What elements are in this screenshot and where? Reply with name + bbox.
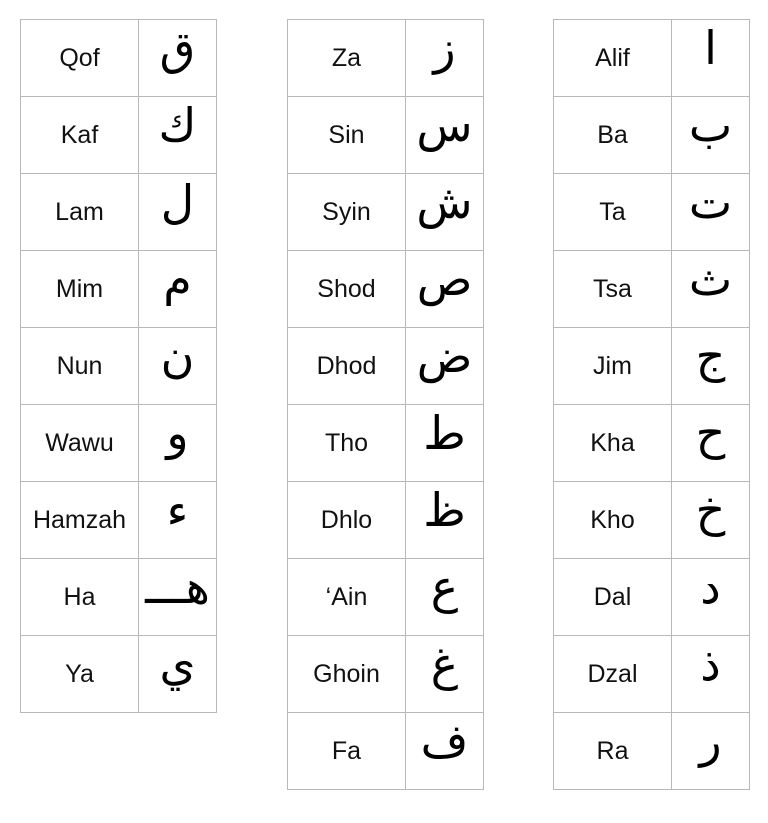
arabic-letter: ف	[420, 714, 469, 768]
arabic-letter: ظ	[423, 483, 466, 537]
arabic-letter-cell	[406, 174, 484, 251]
arabic-letter: ل	[160, 175, 195, 229]
arabic-letter-cell	[406, 713, 484, 790]
arabic-letter: ن	[160, 329, 195, 383]
letter-name: Za	[288, 20, 406, 97]
arabic-letter: ح	[695, 406, 726, 460]
table-row	[554, 636, 750, 713]
table-row	[21, 636, 217, 713]
letter-name: Fa	[288, 713, 406, 790]
arabic-letter: ت	[688, 175, 733, 229]
table-row	[288, 20, 484, 97]
arabic-letter-cell	[406, 559, 484, 636]
letter-name: Kha	[554, 405, 672, 482]
table-row	[21, 559, 217, 636]
table-row	[288, 174, 484, 251]
table-row	[21, 328, 217, 405]
letter-name: Ba	[554, 97, 672, 174]
table-row	[554, 251, 750, 328]
table-row	[21, 251, 217, 328]
letter-name: Ya	[21, 636, 139, 713]
arabic-letter-cell	[139, 559, 217, 636]
arabic-letter: خ	[695, 483, 726, 537]
arabic-letter-cell	[139, 636, 217, 713]
letter-name: Tho	[288, 405, 406, 482]
letter-name: Nun	[21, 328, 139, 405]
arabic-letter-cell	[139, 174, 217, 251]
letter-name: Dal	[554, 559, 672, 636]
table-row	[554, 713, 750, 790]
arabic-letter-cell	[406, 482, 484, 559]
arabic-letter: ء	[166, 483, 189, 537]
arabic-letter-cell	[139, 20, 217, 97]
arabic-letter: ق	[159, 21, 196, 75]
letter-name: Ra	[554, 713, 672, 790]
letter-name: Tsa	[554, 251, 672, 328]
table-row	[554, 559, 750, 636]
table-row	[554, 482, 750, 559]
arabic-letter-cell	[406, 405, 484, 482]
arabic-letter-cell	[406, 328, 484, 405]
letter-name: Ghoin	[288, 636, 406, 713]
arabic-letter-cell	[672, 559, 750, 636]
table-row	[288, 482, 484, 559]
arabic-letter: ك	[158, 98, 197, 152]
letter-table-3	[553, 19, 750, 790]
letter-name: Wawu	[21, 405, 139, 482]
letter-name: Lam	[21, 174, 139, 251]
table-row	[288, 328, 484, 405]
letter-name: Ha	[21, 559, 139, 636]
letter-name: Syin	[288, 174, 406, 251]
arabic-letter: غ	[430, 637, 459, 691]
letter-name: Mim	[21, 251, 139, 328]
arabic-letter-cell	[406, 251, 484, 328]
arabic-letter-cell	[672, 328, 750, 405]
arabic-letter: هـــ	[145, 560, 210, 614]
table-row	[554, 174, 750, 251]
table-row	[21, 97, 217, 174]
arabic-letter-cell	[139, 251, 217, 328]
arabic-letter-cell	[672, 636, 750, 713]
arabic-letter-cell	[406, 97, 484, 174]
table-row	[288, 97, 484, 174]
letter-name: Jim	[554, 328, 672, 405]
arabic-letter: ر	[699, 714, 722, 768]
arabic-letter: ا	[704, 21, 717, 75]
arabic-letter: ض	[416, 329, 473, 383]
arabic-letter: ش	[416, 175, 473, 229]
arabic-letter-cell	[139, 482, 217, 559]
arabic-letter: ج	[695, 329, 726, 383]
arabic-letter: ط	[423, 406, 466, 460]
letter-name: Hamzah	[21, 482, 139, 559]
arabic-letter: ث	[688, 252, 733, 306]
letter-name: Qof	[21, 20, 139, 97]
letter-name: Dhlo	[288, 482, 406, 559]
arabic-letter: د	[700, 560, 721, 614]
letter-name: Dhod	[288, 328, 406, 405]
letter-name: ‘Ain	[288, 559, 406, 636]
arabic-letter: م	[163, 252, 192, 306]
table-row	[288, 251, 484, 328]
table-row	[21, 405, 217, 482]
letter-name: Sin	[288, 97, 406, 174]
table-row	[288, 405, 484, 482]
table-row	[288, 713, 484, 790]
arabic-letter-cell	[672, 405, 750, 482]
arabic-letter: ع	[430, 560, 459, 614]
letter-name: Alif	[554, 20, 672, 97]
table-row	[21, 174, 217, 251]
arabic-letter: ص	[416, 252, 473, 306]
arabic-letter-cell	[139, 97, 217, 174]
arabic-letter: ذ	[700, 637, 721, 691]
table-row	[21, 20, 217, 97]
letter-name: Ta	[554, 174, 672, 251]
table-row	[554, 328, 750, 405]
arabic-letter-cell	[139, 405, 217, 482]
arabic-letter-cell	[672, 251, 750, 328]
table-row	[21, 482, 217, 559]
arabic-letter: و	[166, 406, 189, 460]
arabic-letter: ب	[688, 98, 733, 152]
table-row	[554, 405, 750, 482]
arabic-letter: ز	[433, 21, 456, 75]
arabic-letter-cell	[672, 713, 750, 790]
letter-table-2	[287, 19, 484, 790]
letter-name: Kho	[554, 482, 672, 559]
letter-table-1	[20, 19, 217, 713]
table-row	[554, 97, 750, 174]
table-row	[554, 20, 750, 97]
arabic-letter-cell	[672, 482, 750, 559]
arabic-letter-cell	[406, 636, 484, 713]
table-row	[288, 559, 484, 636]
arabic-letter-cell	[672, 97, 750, 174]
arabic-letter-cell	[672, 20, 750, 97]
arabic-letter-cell	[406, 20, 484, 97]
arabic-letter: ي	[159, 637, 196, 691]
letter-name: Shod	[288, 251, 406, 328]
arabic-letter-cell	[672, 174, 750, 251]
arabic-letter: س	[416, 98, 473, 152]
letter-name: Dzal	[554, 636, 672, 713]
letter-name: Kaf	[21, 97, 139, 174]
arabic-letter-cell	[139, 328, 217, 405]
table-row	[288, 636, 484, 713]
